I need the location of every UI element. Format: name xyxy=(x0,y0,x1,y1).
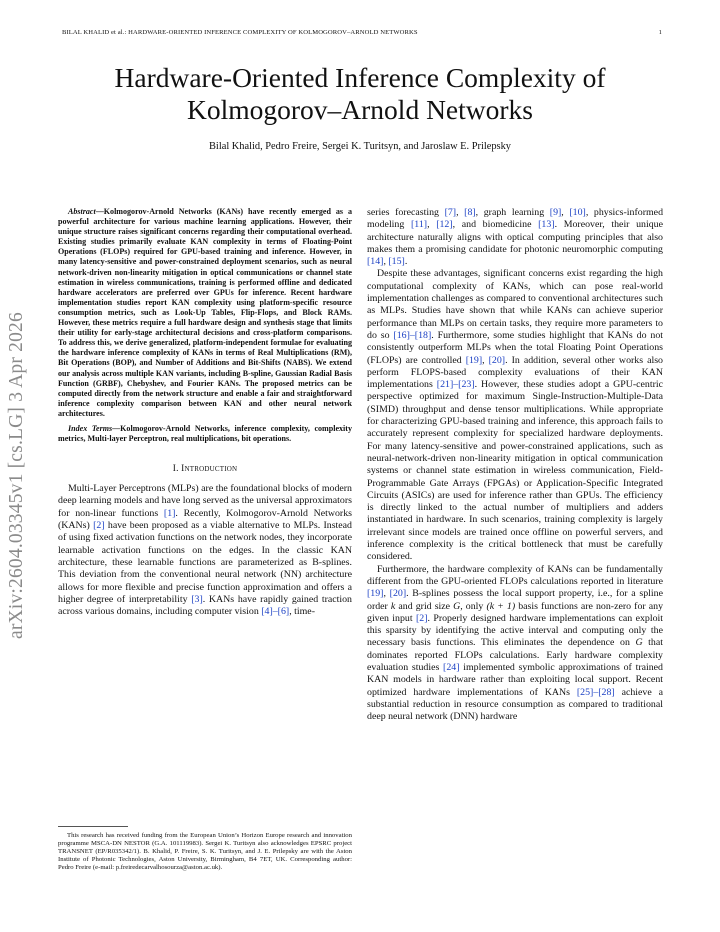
section-heading-introduction xyxy=(58,464,352,474)
text-run: . Recently, Kolmogorov-Arnold Networks (KANs) xyxy=(58,507,352,532)
text-run: , physics-informed modeling xyxy=(367,207,664,231)
citation-link[interactable]: [15] xyxy=(388,256,405,268)
text-run: . KANs have rapidly gained traction across various domains, including computer vision xyxy=(58,593,352,618)
text-run: and grid size xyxy=(395,600,454,612)
left-column xyxy=(58,207,352,618)
funding-footnote: This research has received funding from the European Union’s Horizon Europe research and innovation programme MSCA-DN NESTOR (G.A. 101119983). Sergei K. Turitsyn also acknowledges EPSRC project TRANSNET (EP/R035342/1). B. Khalid, P. Freire, S. K. Turitsyn, and J. E. Prilepsky are with the Aston Institute of Photonic Technologies, Aston University, Birmingham, B4 7ET, UK. Corresponding author: Pedro Freire (e-mail: p.freiredecarvalhosourza@aston.ac.uk). xyxy=(58,832,352,872)
math-symbol: k xyxy=(390,600,396,612)
text-run: . However, these studies adopt a GPU-centric perspective optimized for maximum Single-Instruction-Multiple-Data (SIMD) throughput and dense tensor multiplications. While appropriate for characterizing GPU-based training and inference, this approach fails to accurately represent complexity for specialized hardware deployments. For many latency-sensitive and power-constrained applications, such as neural-network-driven non-linearity mitigation in optical communication systems or channel state estimation in wireless communication, Field-Programmable Gate Arrays (FPGAs) or Application-Specific Integrated Circuits (ASICs) are used for inference rather than GPUs. The efficiency is directly linked to the actual number of multipliers and adders instantiated in hardware. In such scenarios, training complexity is largely irrelevant since models are trained once offline on powerful servers, and inference complexity is the critical bottleneck that must be carefully considered. xyxy=(367,379,663,563)
index-terms-text: —Kolmogorov-Arnold Networks, inference complexity, complexity metrics, Multi-layer Perceptron, real multiplications, bit operations. xyxy=(58,423,352,444)
text-run: . xyxy=(404,256,408,268)
citation-link[interactable]: [14] xyxy=(367,256,384,268)
page-number: 1 xyxy=(658,29,662,36)
paper-title: Hardware-Oriented Inference Complexity of Kolmogorov–Arnold Networks xyxy=(114,62,606,125)
text-run: , xyxy=(427,219,437,231)
text-run: have been proposed as a viable alternative to MLPs. Instead of using fixed activation functions on the network nodes, they incorporate learnable activation functions on the edges. In the classic KAN architecture, these learnable functions are parameterized as B-splines. This deviation from the conventional neural network (NN) architecture allows for more flexible and precise function approximation and offers a higher degree of interpretability xyxy=(58,520,352,605)
text-run: . B-splines possess the local support property, i.e., for a spline order xyxy=(367,588,663,612)
citation-link[interactable]: [12] xyxy=(436,219,453,231)
text-run: Multi-Layer Perceptrons (MLPs) are the foundational blocks of modern deep learning models and have long served as the universal approximators for non-linear functions xyxy=(58,483,352,519)
index-terms-label: Index Terms xyxy=(68,423,113,433)
arxiv-stamp: arXiv:2604.03345v1 [cs.LG] 3 Apr 2026 xyxy=(6,312,27,639)
text-run: , time- xyxy=(289,606,315,618)
author-list: Bilal Khalid, Pedro Freire, Sergei K. Turitsyn, and Jaroslaw E. Prilepsky xyxy=(209,141,511,152)
citation-link[interactable]: [7] xyxy=(444,207,457,218)
citation-link[interactable]: [1] xyxy=(163,507,176,519)
citation-link[interactable]: [24] xyxy=(443,661,460,673)
text-run: . Furthermore, some studies highlight that KANs do not consistently outperform MLPs when the total Floating Point Operations (FLOPs) are controlled xyxy=(367,329,663,366)
citation-link[interactable]: [25]–[28] xyxy=(576,686,615,698)
intro-paragraph xyxy=(58,483,352,618)
running-head xyxy=(62,29,662,36)
text-run: Furthermore, the hardware complexity of KANs can be fundamentally different from the GPU-oriented FLOPs calculations reported in literature xyxy=(367,563,663,587)
hardware-complexity-paragraph xyxy=(367,564,663,724)
citation-link[interactable]: [11] xyxy=(410,219,428,231)
text-run: series forecasting xyxy=(367,207,445,218)
footnote-rule xyxy=(58,826,128,827)
text-run: , xyxy=(561,207,570,218)
text-run: basis functions are non-zero for any given input xyxy=(367,600,664,624)
citation-link[interactable]: [20] xyxy=(389,588,407,600)
text-run: . Properly designed hardware implementations can exploit this sparsity by identifying the active interval and computing only the necessary basis functions. This eliminates the dependence on xyxy=(367,612,663,649)
abstract-text: —Kolmogorov-Arnold Networks (KANs) have recently emerged as a powerful architecture for various machine learning applications. However, their unique structure raises significant concerns regarding their computational overhead. Existing studies primarily evaluate KAN complexity in terms of Floating-Point Operations (FLOPs) required for GPU-based training and inference. However, in many latency-sensitive and power-constrained deployment scenarios, such as neural network-driven non-linearity mitigation in optical communications or channel state estimation in wireless communications, training is performed offline and dedicated hardware accelerators are preferred over GPUs for inference. Recent hardware implementation studies report KAN complexity using platform-specific resource consumption metrics, such as Look-Up Tables, Flip-Flops, and Block RAMs. However, these metrics require a full hardware design and synthesis stage that limits their utility for early-stage architectural decisions and cross-platform comparisons. To address this, we derive generalized, platform-independent formulae for evaluating the hardware inference complexity of KANs in terms of Real Multiplications (RM), Bit Operations (BOP), and Number of Additions and Bit-Shifts (NABS). We extend our analysis across multiple KAN variants, including B-spline, Gaussian Radial Basis Function (GRBF), Chebyshev, and Fourier KANs. The proposed metrics can be computed directly from the network structure and enable a fair and straightforward inference complexity comparison between KAN and other neural network architectures. xyxy=(58,207,352,418)
citation-link[interactable]: [4]–[6] xyxy=(261,606,290,618)
section-heading-text: I. Introduction xyxy=(172,464,238,475)
citation-link[interactable]: [16]–[18] xyxy=(393,329,432,341)
text-run: , xyxy=(456,207,465,218)
intro-paragraph-continued xyxy=(367,207,663,268)
right-column xyxy=(367,207,663,723)
text-run: , xyxy=(482,354,489,366)
text-run: , only xyxy=(460,600,487,612)
text-run: . In addition, several other works also perform FLOPS-based complexity evaluations of their KAN implementations xyxy=(367,354,663,391)
text-run: , and biomedicine xyxy=(452,219,539,231)
citation-link[interactable]: [21]–[23] xyxy=(436,379,475,391)
citation-link[interactable]: [9] xyxy=(549,207,562,218)
citation-link[interactable]: [8] xyxy=(464,207,476,218)
citation-link[interactable]: [3] xyxy=(191,593,203,605)
text-run: achieve a substantial reduction in resource consumption as compared to traditional deep neural network (DNN) hardware xyxy=(367,686,663,723)
running-head-text: BILAL KHALID et al.: HARDWARE-ORIENTED INFERENCE COMPLEXITY OF KOLMOGOROV–ARNOLD NETWORKS xyxy=(62,29,418,36)
citation-link[interactable]: [2] xyxy=(415,612,428,624)
citation-link[interactable]: [20] xyxy=(488,354,506,366)
math-symbol: G xyxy=(635,637,643,649)
citation-link[interactable]: [10] xyxy=(569,207,586,218)
text-run: implemented symbolic approximations of trained KAN models in hardware rather than exploiting local support. Recent optimized hardware implementations of KANs xyxy=(367,661,663,698)
text-run: . Moreover, their unique architecture naturally aligns with optical computing principles that also makes them a promising candidate for photonic neuromorphic computing xyxy=(367,219,664,255)
citation-link[interactable]: [13] xyxy=(538,219,555,231)
text-run: , xyxy=(383,256,389,268)
text-run: , graph learning xyxy=(475,207,550,218)
abstract-label: Abstract xyxy=(68,207,96,216)
abstract xyxy=(58,207,352,419)
citation-link[interactable]: [19] xyxy=(465,354,483,366)
index-terms xyxy=(58,424,352,444)
complexity-concerns-paragraph xyxy=(367,268,663,563)
text-run: Despite these advantages, significant concerns exist regarding the high computational complexity of KANs, which can pose real-world implementation challenges as compared to conventional architectures such as MLPs. Studies have shown that while KANs can achieve superior performance than MLPs on certain tasks, they require more parameters to do so xyxy=(367,268,663,341)
text-run: , xyxy=(383,588,390,600)
citation-link[interactable]: [19] xyxy=(367,588,384,600)
text-run: that dominates reported FLOPs calculations. Early hardware complexity evaluation studies xyxy=(367,637,663,673)
math-symbol: G xyxy=(453,600,461,612)
math-symbol: (k + 1) xyxy=(486,600,516,612)
citation-link[interactable]: [2] xyxy=(93,520,105,532)
